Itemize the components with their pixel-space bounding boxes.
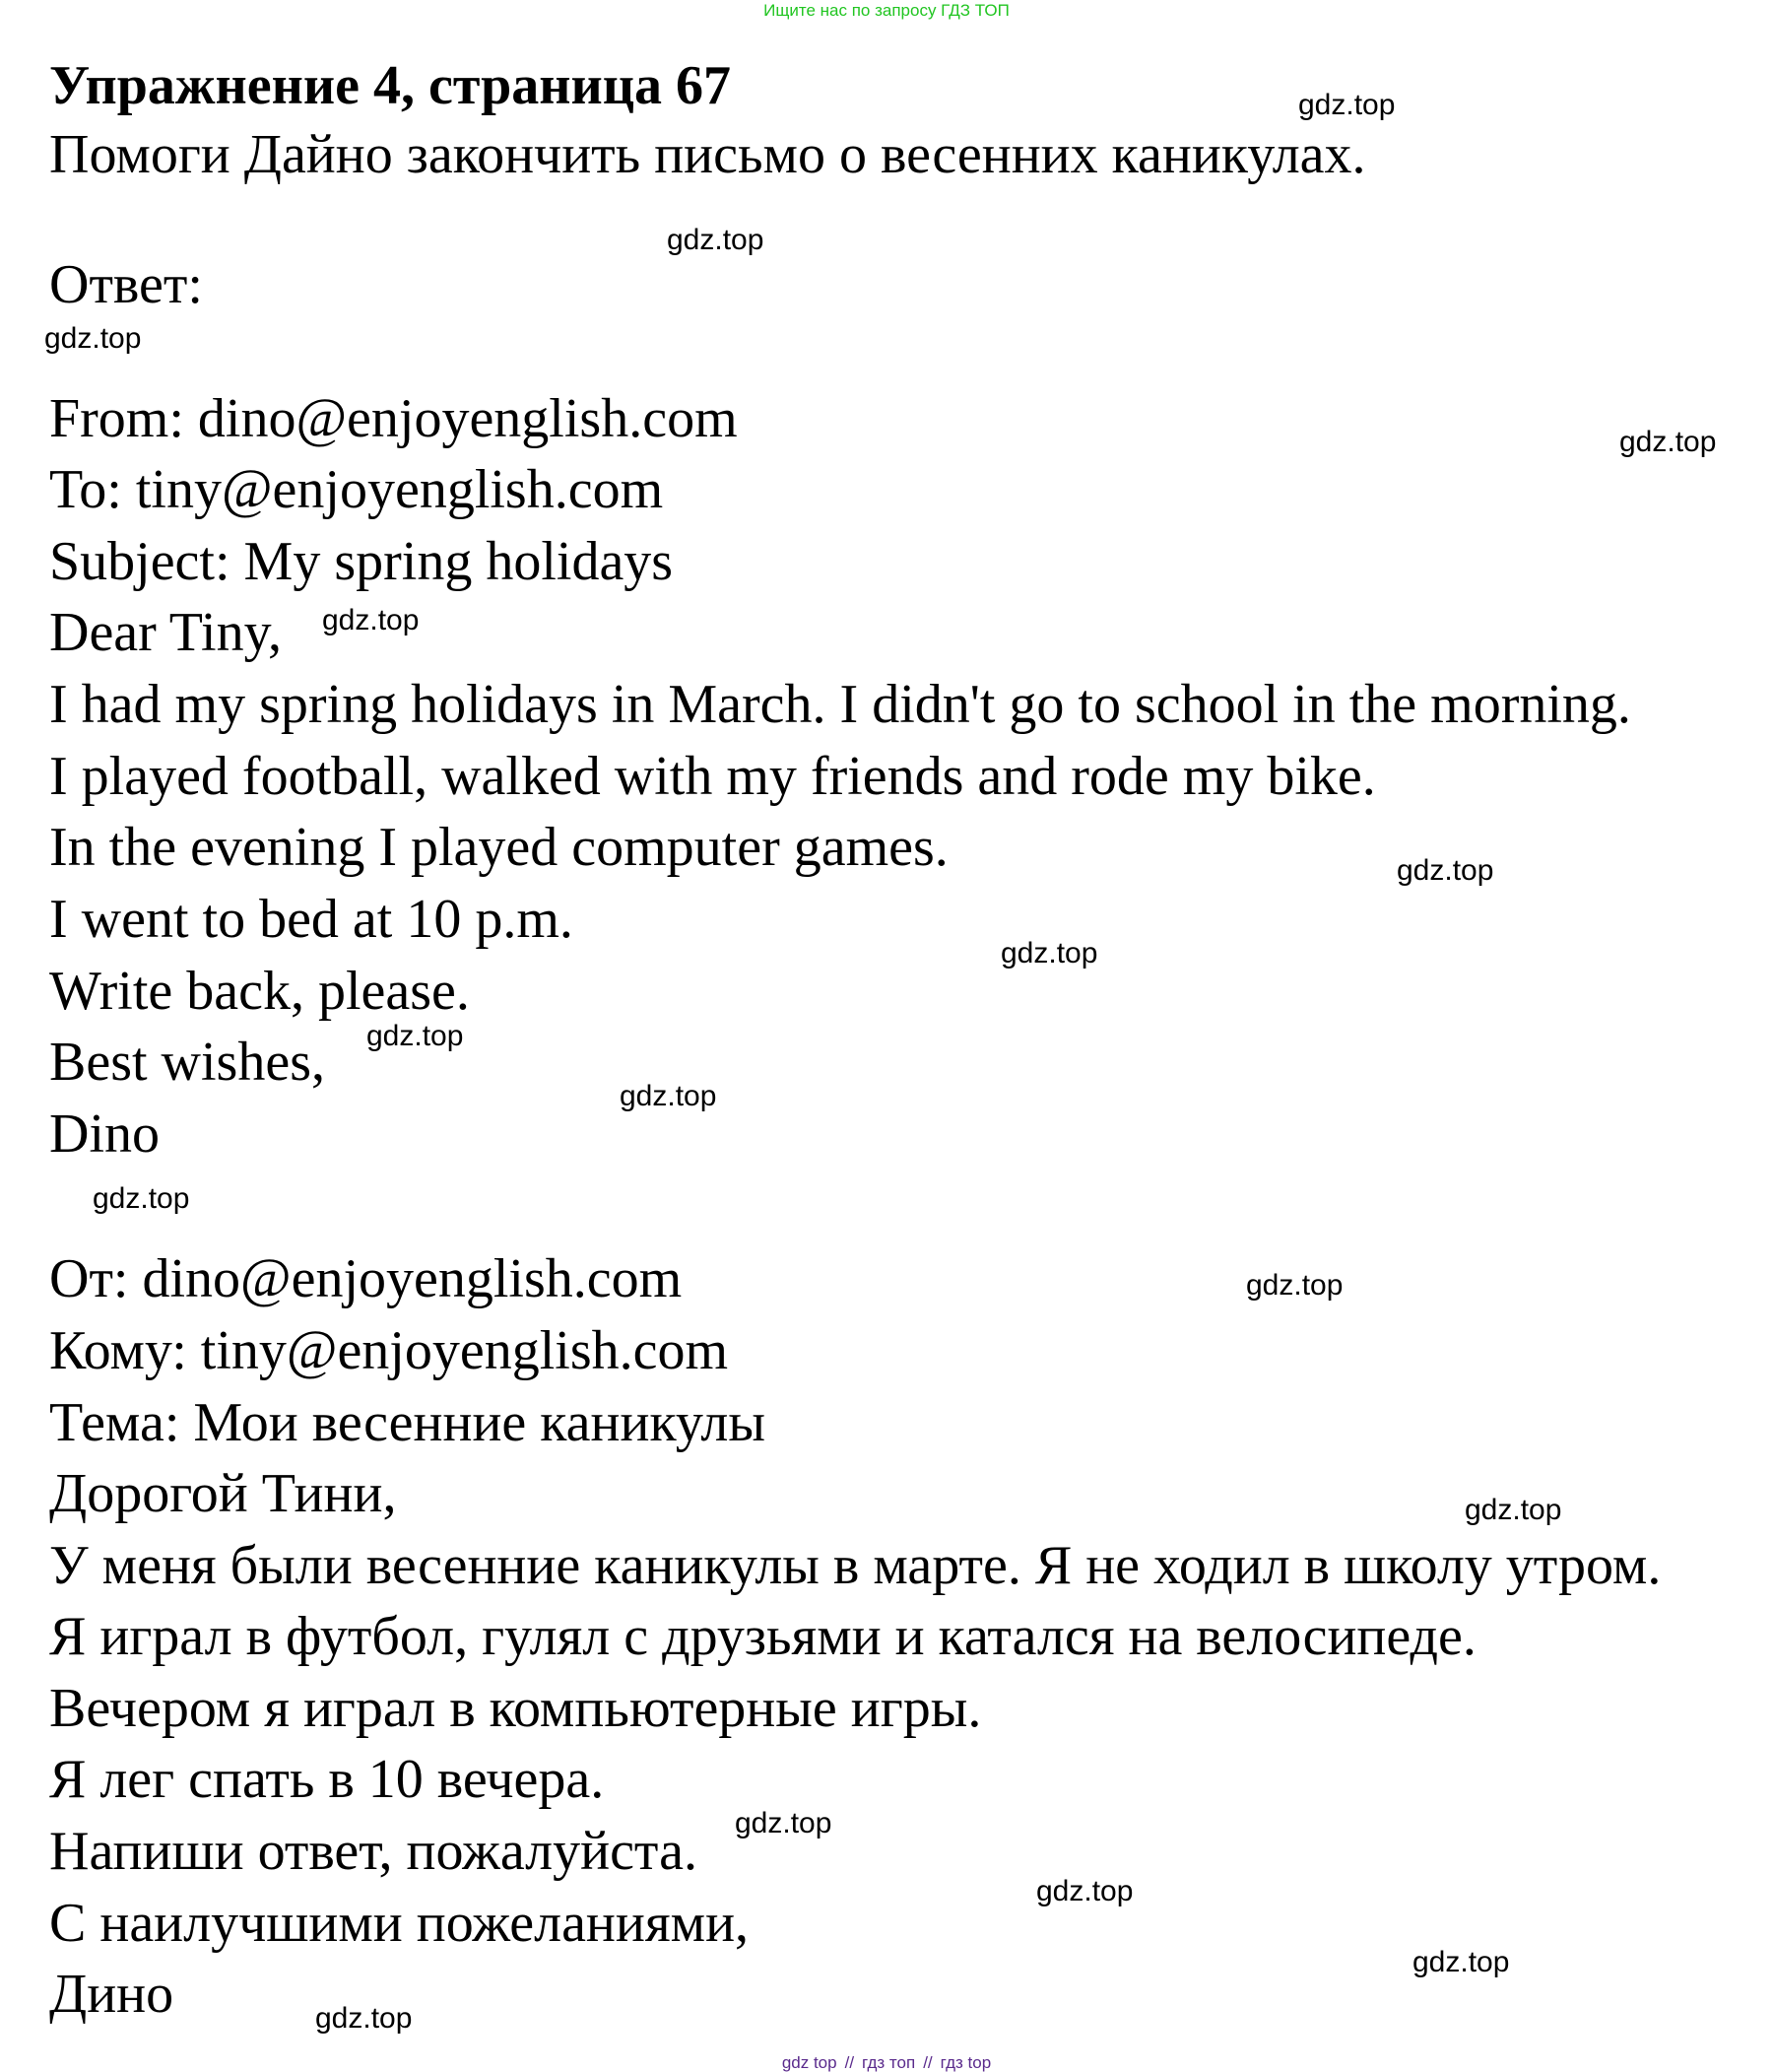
footer-separator: // [844,2053,855,2072]
letter-ru-signature: Дино [49,1964,174,2025]
letter-en-closing: Best wishes, [49,1032,325,1093]
watermark: gdz.top [1298,89,1396,121]
letter-en-line-3: In the evening I played computer games. [49,817,949,878]
footer-link[interactable]: gdz top [781,2053,837,2072]
letter-en-greeting: Dear Tiny, [49,602,282,663]
letter-en-subject: Subject: My spring holidays [49,531,674,592]
letter-ru-line-3: Вечером я играл в компьютерные игры. [49,1678,982,1739]
letter-ru-greeting: Дорогой Тини, [49,1463,397,1524]
letter-ru-line-4: Я лег спать в 10 вечера. [49,1749,605,1810]
letter-en-from: From: dino@enjoyenglish.com [49,388,738,449]
watermark: gdz.top [366,1020,464,1052]
watermark: gdz.top [93,1182,190,1215]
letter-en-line-5: Write back, please. [49,961,470,1022]
top-banner: Ищите нас по запросу ГДЗ ТОП [763,1,1010,20]
watermark: gdz.top [322,604,420,636]
letter-ru-to: Кому: tiny@enjoyenglish.com [49,1320,729,1381]
letter-ru-from: От: dino@enjoyenglish.com [49,1248,683,1309]
page-title: Упражнение 4, страница 67 [49,55,732,116]
answer-label: Ответ: [49,254,203,315]
task-instruction: Помоги Дайно закончить письмо о весенних каникулах. [49,124,1366,185]
letter-ru-closing: С наилучшими пожеланиями, [49,1893,750,1954]
letter-ru-subject: Тема: Мои весенние каникулы [49,1392,765,1453]
watermark: gdz.top [1246,1269,1344,1302]
watermark: gdz.top [315,2002,413,2035]
letter-en-line-1: I had my spring holidays in March. I didn't go to school in the morning. [49,674,1631,735]
letter-en-line-4: I went to bed at 10 p.m. [49,889,573,950]
letter-en-line-2: I played football, walked with my friends and rode my bike. [49,746,1376,807]
watermark: gdz.top [620,1080,717,1112]
footer-link[interactable]: гдз топ [862,2053,916,2072]
watermark: gdz.top [1397,854,1494,887]
watermark: gdz.top [1412,1946,1510,1978]
watermark: gdz.top [1036,1875,1134,1907]
watermark: gdz.top [667,224,764,256]
letter-en-to: To: tiny@enjoyenglish.com [49,459,664,520]
watermark: gdz.top [1465,1494,1562,1526]
footer-links [0,2053,1773,2072]
letter-ru-line-5: Напиши ответ, пожалуйста. [49,1821,697,1882]
letter-ru-line-2: Я играл в футбол, гулял с друзьями и катался на велосипеде. [49,1606,1477,1667]
watermark: gdz.top [1619,426,1717,458]
footer-separator: // [923,2053,933,2072]
watermark: gdz.top [44,322,142,355]
watermark: gdz.top [735,1807,832,1839]
letter-en-signature: Dino [49,1103,160,1165]
watermark: gdz.top [1001,937,1098,969]
letter-ru-line-1: У меня были весенние каникулы в марте. Я не ходил в школу утром. [49,1535,1662,1596]
footer-link[interactable]: гдз top [940,2053,992,2072]
